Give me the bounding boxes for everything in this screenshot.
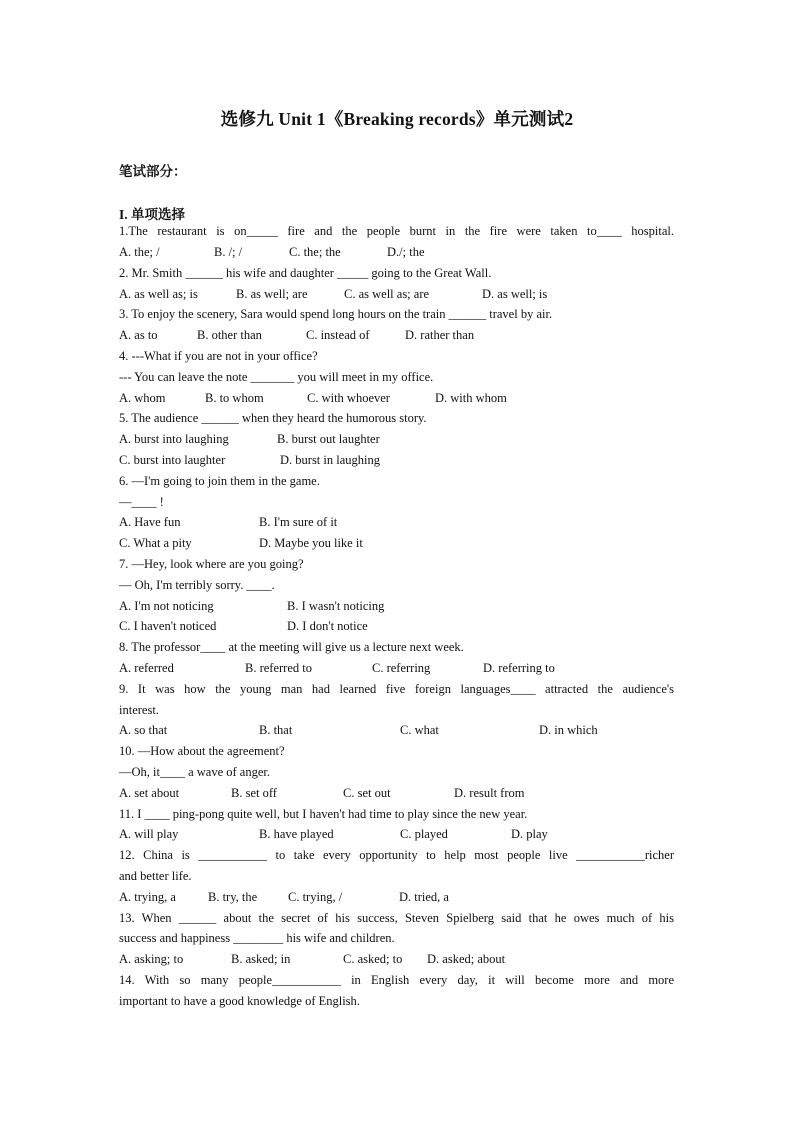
option-b: B. try, the: [208, 890, 258, 904]
question-12: 12. China is ___________ to take every opportunity to help most people live ___________richer: [119, 848, 674, 862]
question-6: 6. —I'm going to join them in the game.: [119, 474, 320, 488]
option-c: C. I haven't noticed: [119, 619, 217, 633]
option-c: C. asked; to: [343, 952, 403, 966]
question-3: 3. To enjoy the scenery, Sara would spend long hours on the train ______ travel by air.: [119, 307, 553, 321]
question-8-options: [119, 658, 674, 678]
option-c: C. what: [400, 723, 439, 737]
option-d: D. rather than: [405, 328, 475, 342]
option-d: D. with whom: [435, 391, 507, 405]
question-4-reply: --- You can leave the note _______ you will meet in my office.: [119, 370, 434, 384]
question-14: 14. With so many people___________ in English every day, it will become more and more: [119, 973, 674, 987]
option-b: B. have played: [259, 827, 334, 841]
question-8: 8. The professor____ at the meeting will give us a lecture next week.: [119, 640, 464, 654]
question-10-reply: —Oh, it____ a wave of anger.: [119, 765, 271, 779]
question-13-cont: success and happiness ________ his wife and children.: [119, 931, 395, 945]
option-a: A. as to: [119, 328, 158, 342]
question-7-options-row1: [119, 596, 674, 616]
question-12-options: [119, 887, 674, 907]
option-d: D. burst in laughing: [280, 453, 380, 467]
written-part-heading: 笔试部分：: [119, 164, 187, 179]
option-a: A. I'm not noticing: [119, 599, 214, 613]
question-4: 4. ---What if you are not in your office?: [119, 349, 318, 363]
option-c: C. What a pity: [119, 536, 192, 550]
question-13: 13. When ______ about the secret of his success, Steven Spielberg said that he owes much of his: [119, 911, 674, 925]
question-5-options-row1: [119, 429, 674, 449]
option-c: C. as well as; are: [344, 287, 430, 301]
option-b: B. as well; are: [236, 287, 308, 301]
question-5: 5. The audience ______ when they heard the humorous story.: [119, 411, 427, 425]
option-c: C. trying, /: [288, 890, 343, 904]
option-b: B. /; /: [214, 245, 243, 259]
question-1: 1.The restaurant is on_____ fire and the people burnt in the fire were taken to____ hospital.: [119, 224, 674, 238]
option-c: C. set out: [343, 786, 391, 800]
question-4-options: [119, 388, 674, 408]
option-b: B. burst out laughter: [277, 432, 380, 446]
question-2-options: [119, 284, 674, 304]
question-11-options: [119, 824, 674, 844]
option-a: A. so that: [119, 723, 168, 737]
option-a: A. referred: [119, 661, 174, 675]
option-d: D. as well; is: [482, 287, 548, 301]
option-a: A. burst into laughing: [119, 432, 229, 446]
question-9-options: [119, 720, 674, 740]
question-14-cont: important to have a good knowledge of English.: [119, 994, 360, 1008]
option-a: A. will play: [119, 827, 179, 841]
document-title: 选修九 Unit 1《Breaking records》单元测试2: [220, 109, 574, 129]
option-d: D. I don't notice: [287, 619, 368, 633]
question-6-options-row2: [119, 533, 674, 553]
question-9-cont: interest.: [119, 703, 159, 717]
option-c: C. with whoever: [307, 391, 390, 405]
option-b: B. asked; in: [231, 952, 291, 966]
question-5-options-row2: [119, 450, 674, 470]
option-d: D. asked; about: [427, 952, 506, 966]
option-d: D. Maybe you like it: [259, 536, 363, 550]
section-heading: I. 单项选择: [119, 207, 186, 222]
option-d: D. result from: [454, 786, 525, 800]
question-6-options-row1: [119, 512, 674, 532]
option-c: C. referring: [372, 661, 431, 675]
option-a: A. Have fun: [119, 515, 181, 529]
option-b: B. I'm sure of it: [259, 515, 338, 529]
option-b: B. to whom: [205, 391, 264, 405]
option-d: D. play: [511, 827, 548, 841]
option-b: B. other than: [197, 328, 262, 342]
option-a: A. as well as; is: [119, 287, 198, 301]
question-10-options: [119, 783, 674, 803]
question-13-options: [119, 949, 674, 969]
option-c: C. played: [400, 827, 448, 841]
question-3-options: [119, 325, 674, 345]
option-a: A. whom: [119, 391, 166, 405]
question-9: 9. It was how the young man had learned five foreign languages____ attracted the audience's: [119, 682, 674, 696]
question-11: 11. I ____ ping-pong quite well, but I haven't had time to play since the new year.: [119, 807, 528, 821]
option-c: C. the; the: [289, 245, 341, 259]
question-10: 10. —How about the agreement?: [119, 744, 285, 758]
option-d: D. referring to: [483, 661, 555, 675]
question-1-options: [119, 242, 674, 262]
option-b: B. that: [259, 723, 293, 737]
option-a: A. set about: [119, 786, 180, 800]
option-d: D./; the: [387, 245, 425, 259]
option-a: A. asking; to: [119, 952, 184, 966]
question-7-reply: — Oh, I'm terribly sorry. ____.: [119, 578, 275, 592]
option-b: B. I wasn't noticing: [287, 599, 385, 613]
option-c: C. instead of: [306, 328, 370, 342]
option-d: D. in which: [539, 723, 598, 737]
option-b: B. referred to: [245, 661, 312, 675]
question-2: 2. Mr. Smith ______ his wife and daughter _____ going to the Great Wall.: [119, 266, 492, 280]
question-12-cont: and better life.: [119, 869, 192, 883]
option-a: A. the; /: [119, 245, 160, 259]
option-d: D. tried, a: [399, 890, 449, 904]
question-7-options-row2: [119, 616, 674, 636]
question-7: 7. —Hey, look where are you going?: [119, 557, 304, 571]
question-6-reply: —____ !: [119, 495, 164, 509]
option-c: C. burst into laughter: [119, 453, 226, 467]
option-b: B. set off: [231, 786, 277, 800]
option-a: A. trying, a: [119, 890, 176, 904]
